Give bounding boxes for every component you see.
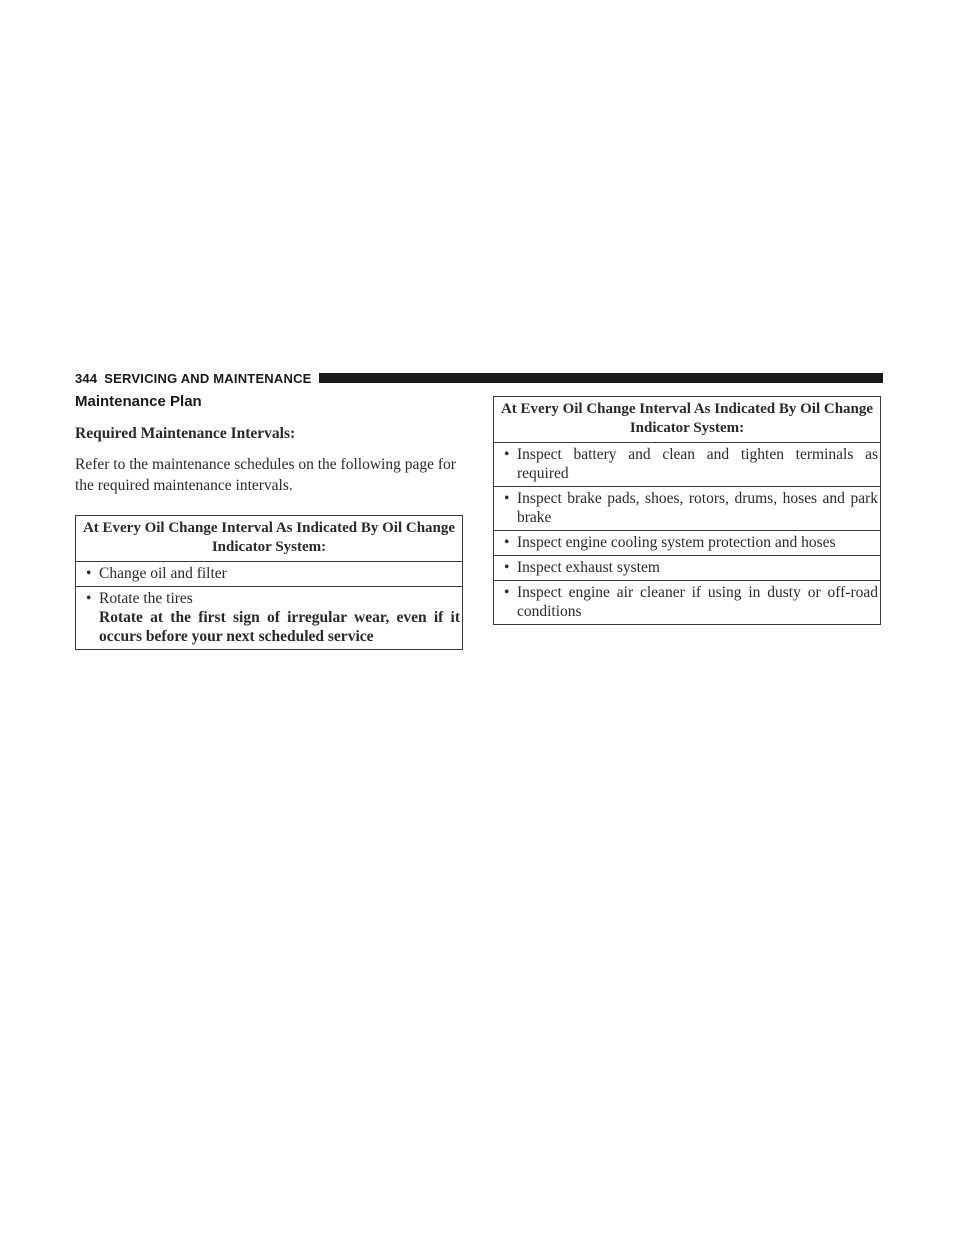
subheading: Required Maintenance Intervals: <box>75 425 296 442</box>
header-rule <box>319 373 883 383</box>
bullet-icon: • <box>86 565 92 582</box>
table-row <box>76 562 463 587</box>
oil-change-table-left <box>75 515 463 650</box>
right-column <box>493 396 881 625</box>
page-heading: Maintenance Plan <box>75 393 202 410</box>
row-text: Change oil and filter <box>99 565 227 582</box>
page-number: 344 <box>75 370 98 386</box>
row-text: Inspect engine cooling system protection and hoses <box>517 534 836 551</box>
oil-change-table-right <box>493 396 881 625</box>
bullet-icon: • <box>86 590 92 607</box>
section-title: SERVICING AND MAINTENANCE <box>104 370 312 386</box>
intro-paragraph: Refer to the maintenance schedules on the following page for the required maintenance intervals. <box>75 456 456 494</box>
table-header: At Every Oil Change Interval As Indicated By Oil Change Indicator System: <box>494 397 881 443</box>
bullet-icon: • <box>504 584 510 601</box>
table-row <box>494 581 881 625</box>
left-column <box>75 393 463 650</box>
table-row <box>494 443 881 487</box>
bullet-icon: • <box>504 559 510 576</box>
table-row <box>494 531 881 556</box>
table-row <box>494 556 881 581</box>
page-header <box>75 369 883 387</box>
row-text: Inspect battery and clean and tighten terminals as required <box>517 446 878 482</box>
row-text: Inspect brake pads, shoes, rotors, drums, hoses and park brake <box>517 490 878 526</box>
row-note: Rotate at the first sign of irregular wear, even if it occurs before your next scheduled service <box>99 609 460 645</box>
row-text: Inspect engine air cleaner if using in dusty or off-road conditions <box>517 584 878 620</box>
row-text: Rotate the tires <box>99 590 193 607</box>
table-row <box>494 487 881 531</box>
row-text: Inspect exhaust system <box>517 559 660 576</box>
bullet-icon: • <box>504 490 510 507</box>
bullet-icon: • <box>504 446 510 463</box>
table-header: At Every Oil Change Interval As Indicated By Oil Change Indicator System: <box>76 516 463 562</box>
bullet-icon: • <box>504 534 510 551</box>
table-row <box>76 587 463 650</box>
